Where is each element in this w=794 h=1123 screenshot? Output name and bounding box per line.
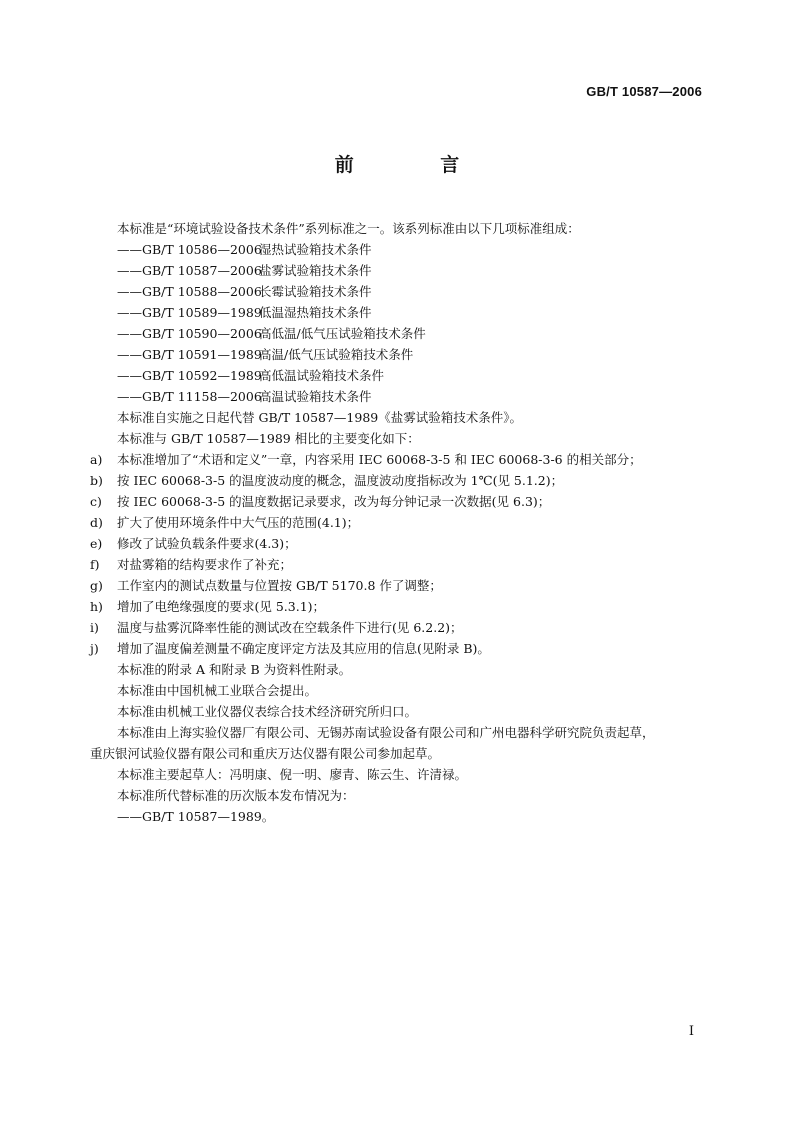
change-label: i) [90, 620, 99, 635]
change-text: 按 IEC 60068-3-5 的温度波动度的概念，温度波动度指标改为 1℃(见 5.1.2)； [117, 473, 564, 488]
change-item [90, 449, 708, 470]
change-item [90, 554, 708, 575]
change-label: j) [90, 641, 99, 656]
standard-name: 高温/低气压试验箱技术条件 [259, 347, 414, 362]
standard-number: ——GB/T 10590—2006 [117, 326, 262, 341]
change-text: 扩大了使用环境条件中大气压的范围(4.1)； [117, 515, 360, 530]
change-item [90, 512, 708, 533]
standard-number: ——GB/T 10589—1989 [117, 305, 262, 320]
change-label: f) [90, 557, 100, 572]
closing-paragraph: 本标准由中国机械工业联合会提出。 [117, 683, 318, 698]
change-label: a) [90, 452, 103, 467]
closing-paragraph: 本标准由机械工业仪器仪表综合技术经济研究所归口。 [117, 704, 418, 719]
list-item [90, 344, 708, 365]
page-title: 前 言 [334, 154, 500, 176]
change-item [90, 596, 708, 617]
change-item [90, 617, 708, 638]
change-label: c) [90, 494, 102, 509]
change-text: 修改了试验负载条件要求(4.3)； [117, 536, 297, 551]
list-item [90, 260, 708, 281]
history-intro: 本标准所代替标准的历次版本发布情况为： [117, 788, 355, 803]
standard-name: 长霉试验箱技术条件 [259, 284, 372, 299]
standard-number: ——GB/T 10587—2006 [117, 263, 262, 278]
standard-name: 高低温试验箱技术条件 [259, 368, 385, 383]
change-label: h) [90, 599, 103, 614]
change-label: d) [90, 515, 103, 530]
change-text: 增加了温度偏差测量不确定度评定方法及其应用的信息(见附录 B)。 [117, 641, 490, 656]
list-item [90, 365, 708, 386]
change-item [90, 533, 708, 554]
closing-paragraph: 本标准的附录 A 和附录 B 为资料性附录。 [117, 662, 352, 677]
standard-name: 低温湿热箱技术条件 [259, 305, 372, 320]
list-item [90, 302, 708, 323]
standard-number: ——GB/T 10588—2006 [117, 284, 262, 299]
replace-paragraph: 本标准自实施之日起代替 GB/T 10587—1989《盐雾试验箱技术条件》。 [117, 410, 522, 425]
list-item [90, 281, 708, 302]
change-item [90, 575, 708, 596]
standard-number: ——GB/T 10591—1989 [117, 347, 262, 362]
standard-name: 湿热试验箱技术条件 [259, 242, 372, 257]
change-label: b) [90, 473, 103, 488]
change-text: 温度与盐雾沉降率性能的测试改在空载条件下进行(见 6.2.2)； [117, 620, 463, 635]
change-label: e) [90, 536, 103, 551]
intro-paragraph: 本标准是“环境试验设备技术条件”系列标准之一。该系列标准由以下几项标准组成： [117, 221, 580, 236]
change-text: 增加了电绝缘强度的要求(见 5.3.1)； [117, 599, 326, 614]
list-item [90, 239, 708, 260]
document-body [90, 218, 708, 827]
change-text: 本标准增加了“术语和定义”一章，内容采用 IEC 60068-3-5 和 IEC 60068-3-6 的相关部分； [117, 452, 642, 467]
change-item [90, 470, 708, 491]
changes-intro: 本标准与 GB/T 10587—1989 相比的主要变化如下： [117, 431, 420, 446]
standard-name: 盐雾试验箱技术条件 [259, 263, 372, 278]
closing-paragraph: 本标准由上海实验仪器厂有限公司、无锡苏南试验设备有限公司和广州电器科学研究院负责起草， [117, 725, 655, 740]
drafters-paragraph: 本标准主要起草人：冯明康、倪一明、廖青、陈云生、许清禄。 [117, 767, 468, 782]
change-label: g) [90, 578, 103, 593]
closing-continuation: 重庆银河试验仪器有限公司和重庆万达仪器有限公司参加起草。 [90, 746, 441, 761]
page-number: I [688, 1024, 694, 1039]
standard-name: 高低温/低气压试验箱技术条件 [259, 326, 426, 341]
list-item [90, 323, 708, 344]
standard-number: ——GB/T 10592—1989 [117, 368, 262, 383]
list-item [90, 386, 708, 407]
change-text: 工作室内的测试点数量与位置按 GB/T 5170.8 作了调整； [117, 578, 442, 593]
change-text: 按 IEC 60068-3-5 的温度数据记录要求，改为每分钟记录一次数据(见 6.3)； [117, 494, 551, 509]
standard-name: 高温试验箱技术条件 [259, 389, 372, 404]
standard-code: GB/T 10587—2006 [586, 84, 702, 99]
change-text: 对盐雾箱的结构要求作了补充； [117, 557, 293, 572]
history-item: ——GB/T 10587—1989。 [117, 809, 275, 824]
change-item [90, 638, 708, 659]
standard-number: ——GB/T 11158—2006 [117, 389, 262, 404]
standard-number: ——GB/T 10586—2006 [117, 242, 262, 257]
change-item [90, 491, 708, 512]
